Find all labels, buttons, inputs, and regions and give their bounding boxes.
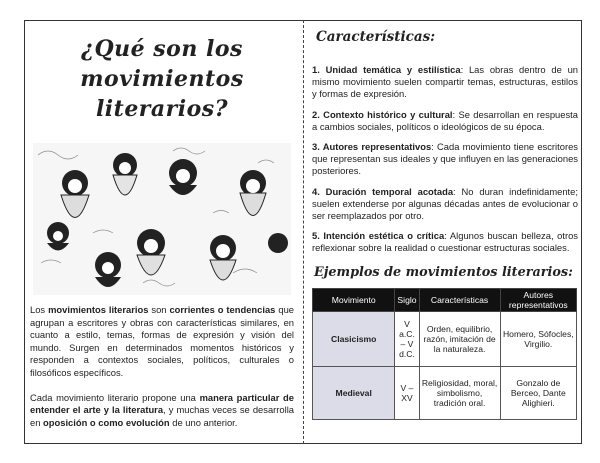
second-paragraph: Cada movimiento literario propone una manera particular de entender el arte y la literatura, y muchas veces se desarrolla en oposición o como evolución de uno anterior. [30, 391, 294, 428]
examples-title: Ejemplos de movimientos literarios: [314, 264, 573, 280]
feature-3: 3. Autores representativos: Cada movimiento tiene escritores que representan sus ideales y que influyen en las generaciones posteriores. [312, 141, 578, 177]
table-row [313, 311, 577, 366]
title-line-2: movimientos literarios? [80, 66, 244, 122]
header-movimiento: Movimiento [313, 288, 395, 311]
feature-2: 2. Contexto histórico y cultural: Se desarrollan en respuesta a cambios sociales, políticos o ideológicos de su época. [312, 108, 578, 132]
table-header-row [313, 288, 577, 311]
cell-century: V – XV [395, 366, 419, 419]
cell-movement: Medieval [313, 366, 395, 419]
header-siglo: Siglo [395, 288, 419, 311]
examples-table [312, 288, 577, 420]
feature-4: 4. Duración temporal acotada: No duran indefinidamente; suelen extenderse por algunas décadas antes de evolucionar o ser reemplazados por otro. [312, 185, 578, 222]
feature-1: 1. Unidad temática y estilística: Las obras dentro de un mismo movimiento suelen compartir temas, estructuras, estilos y formas de expresión. [312, 64, 578, 100]
writers-portrait-illustration [33, 143, 291, 295]
cell-characteristics: Religiosidad, moral, simbolismo, tradición oral. [419, 366, 500, 419]
cell-movement: Clasicismo [313, 311, 395, 366]
right-column [312, 26, 578, 420]
header-autores: Autores representativos [500, 288, 576, 311]
title-line-1: ¿Qué son los [81, 36, 243, 62]
cell-century: V a.C. – V d.C. [395, 311, 419, 366]
characteristics-title: Características: [316, 29, 436, 45]
feature-5: 5. Intención estética o crítica: Algunos buscan belleza, otros reflexionar sobre la realidad o cuestionar estructuras sociales. [312, 230, 578, 254]
cell-authors: Gonzalo de Berceo, Dante Alighieri. [500, 366, 576, 419]
main-title [30, 34, 294, 124]
cell-authors: Homero, Sófocles, Virgilio. [500, 311, 576, 366]
column-divider [303, 20, 304, 444]
intro-paragraph: Los movimientos literarios son corrientes o tendencias que agrupan a escritores y obras con características similares, en cuanto a estilo, temas, formas de expresión y visión del mundo. Surgen en determinados momentos históricos y responden a contextos sociales, políticos, culturales o filosóficos específicos. [30, 304, 294, 378]
table-row [313, 366, 577, 419]
cell-characteristics: Orden, equilibrio, razón, imitación de la naturaleza. [419, 311, 500, 366]
left-column [30, 26, 294, 429]
header-caracteristicas: Características [419, 288, 500, 311]
